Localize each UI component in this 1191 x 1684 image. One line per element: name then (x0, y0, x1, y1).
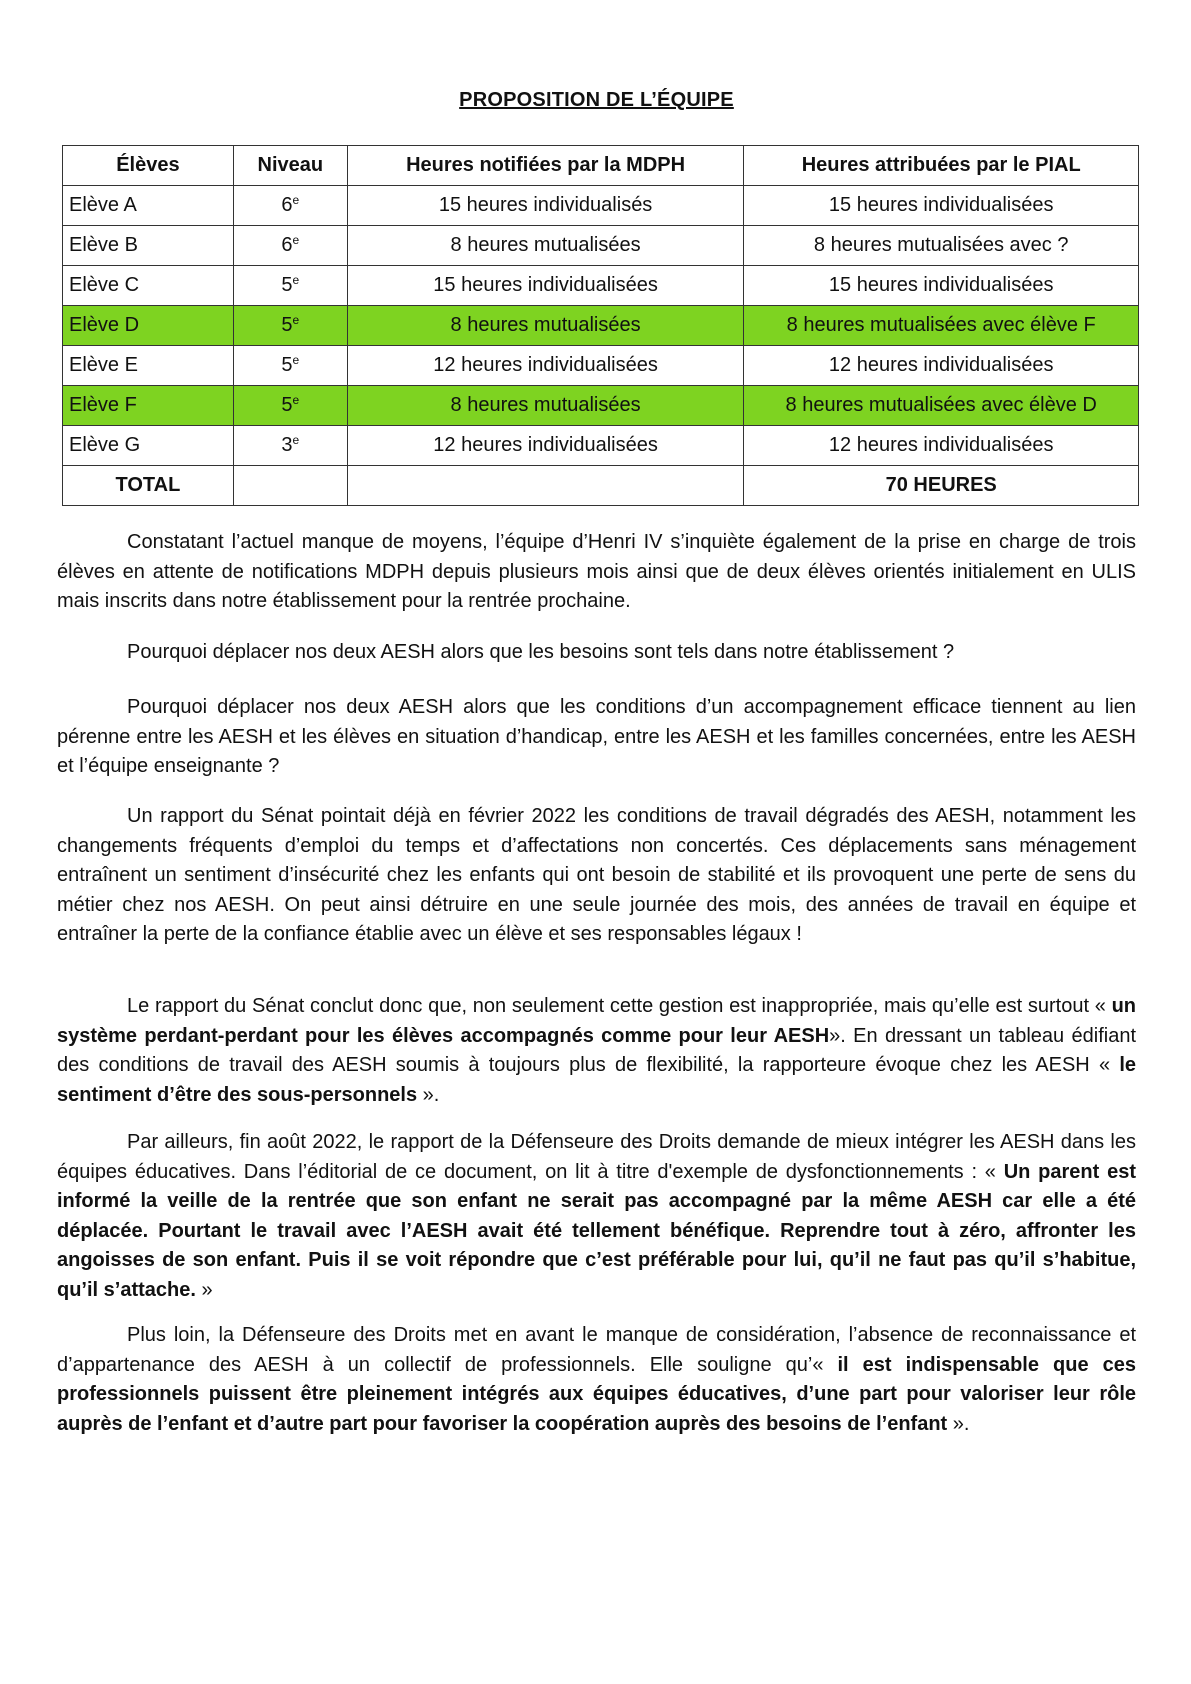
cell-pial: 8 heures mutualisées avec élève D (744, 386, 1139, 426)
bold-quote: un système perdant-perdant pour les élèves accompagnés comme pour leur AESH (57, 995, 1136, 1047)
cell-eleve: Elève B (63, 226, 234, 266)
paragraph-1: Constatant l’actuel manque de moyens, l’équipe d’Henri IV s’inquiète également de la prise en charge de trois élèves en attente de notifications MDPH depuis plusieurs mois ainsi que de deux élèves orientés initialement en ULIS mais inscrits dans notre établissement pour la rentrée prochaine. (57, 531, 1136, 612)
table-header-row (63, 146, 1139, 186)
cell-niveau: 5e (233, 266, 347, 306)
total-label: TOTAL (63, 466, 234, 506)
cell-niveau: 5e (233, 306, 347, 346)
header-niveau: Niveau (233, 146, 347, 186)
header-pial: Heures attribuées par le PIAL (744, 146, 1139, 186)
cell-mdph: 12 heures individualisées (347, 346, 744, 386)
paragraph-5: Le rapport du Sénat conclut donc que, non seulement cette gestion est inappropriée, mais qu’elle est surtout « un système perdant-perdant pour les élèves accompagnés comme pour leur AESH». En dressant un tableau édifiant des conditions de travail des AESH soumis à toujours plus de flexibilité, la rapporteure évoque chez les AESH « le sentiment d’être des sous-personnels ». (57, 995, 1136, 1106)
header-eleves: Élèves (63, 146, 234, 186)
cell-mdph: 15 heures individualisés (347, 186, 744, 226)
bold-quote: le sentiment d’être des sous-personnels (57, 1054, 1136, 1106)
cell-mdph: 12 heures individualisées (347, 426, 744, 466)
cell-eleve: Elève C (63, 266, 234, 306)
table-row (63, 426, 1139, 466)
cell-mdph: 8 heures mutualisées (347, 386, 744, 426)
cell-eleve: Elève D (63, 306, 234, 346)
paragraph-6: Par ailleurs, fin août 2022, le rapport de la Défenseure des Droits demande de mieux intégrer les AESH dans les équipes éducatives. Dans l’éditorial de ce document, on lit à titre d'exemple de dysfonctionnements : « Un parent est informé la veille de la rentrée que son enfant ne serait pas accompagné par la même AESH car elle a été déplacée. Pourtant le travail avec l’AESH avait été tellement bénéfique. Reprendre tout à zéro, affronter les angoisses de son enfant. Puis il se voit répondre que c’est préférable pour lui, qu’il ne faut pas qu’il s’habitue, qu’il s’attache. » (57, 1131, 1136, 1301)
total-empty-cell (347, 466, 744, 506)
cell-niveau: 6e (233, 226, 347, 266)
table-row (63, 186, 1139, 226)
table-row-highlighted (63, 306, 1139, 346)
bold-quote: Un parent est informé la veille de la rentrée que son enfant ne serait pas accompagné par la même AESH car elle a été déplacée. Pourtant le travail avec l’AESH avait été tellement bénéfique. Reprendre tout à zéro, affronter les angoisses de son enfant. Puis il se voit répondre que c’est préférable pour lui, qu’il ne faut pas qu’il s’habitue, qu’il s’attache. (57, 1160, 1136, 1301)
cell-niveau: 3e (233, 426, 347, 466)
allocation-table (62, 145, 1139, 506)
cell-niveau: 6e (233, 186, 347, 226)
paragraph-4: Un rapport du Sénat pointait déjà en février 2022 les conditions de travail dégradés des AESH, notamment les changements fréquents d’emploi du temps et d’affectations non concertés. Ces déplacements sans ménagement entraînent un sentiment d’insécurité chez les enfants qui ont besoin de stabilité et ils provoquent une perte de sens du métier chez nos AESH. On peut ainsi détruire en une seule journée des mois, des années de travail en équipe et entraîner la perte de la confiance établie avec un élève et ses responsables légaux ! (57, 805, 1136, 945)
total-value: 70 HEURES (744, 466, 1139, 506)
table-row (63, 346, 1139, 386)
page-title: PROPOSITION DE L’ÉQUIPE (459, 89, 734, 111)
header-mdph: Heures notifiées par la MDPH (347, 146, 744, 186)
paragraph-3: Pourquoi déplacer nos deux AESH alors que les conditions d’un accompagnement efficace tiennent au lien pérenne entre les AESH et les élèves en situation d’handicap, entre les AESH et les familles concernées, entre les AESH et l’équipe enseignante ? (57, 696, 1136, 777)
cell-niveau: 5e (233, 386, 347, 426)
table-row (63, 226, 1139, 266)
cell-pial: 8 heures mutualisées avec élève F (744, 306, 1139, 346)
cell-pial: 15 heures individualisées (744, 266, 1139, 306)
cell-pial: 8 heures mutualisées avec ? (744, 226, 1139, 266)
total-empty-cell (233, 466, 347, 506)
cell-pial: 15 heures individualisées (744, 186, 1139, 226)
paragraph-2: Pourquoi déplacer nos deux AESH alors que les besoins sont tels dans notre établissement ? (127, 641, 955, 663)
cell-mdph: 8 heures mutualisées (347, 226, 744, 266)
cell-pial: 12 heures individualisées (744, 426, 1139, 466)
cell-mdph: 8 heures mutualisées (347, 306, 744, 346)
cell-eleve: Elève F (63, 386, 234, 426)
cell-pial: 12 heures individualisées (744, 346, 1139, 386)
cell-mdph: 15 heures individualisées (347, 266, 744, 306)
table-total-row (63, 466, 1139, 506)
cell-niveau: 5e (233, 346, 347, 386)
cell-eleve: Elève A (63, 186, 234, 226)
bold-quote: il est indispensable que ces professionnels puissent être pleinement intégrés aux équipes éducatives, d’une part pour valoriser leur rôle auprès de l’enfant et d’autre part pour favoriser la coopération auprès des besoins de l’enfant (57, 1353, 1136, 1435)
cell-eleve: Elève E (63, 346, 234, 386)
paragraph-7: Plus loin, la Défenseure des Droits met en avant le manque de considération, l’absence de reconnaissance et d’appartenance des AESH à un collectif de professionnels. Elle souligne qu’« il est indispensable que ces professionnels puissent être pleinement intégrés aux équipes éducatives, d’une part pour valoriser leur rôle auprès de l’enfant et d’autre part pour favoriser la coopération auprès des besoins de l’enfant ». (57, 1324, 1136, 1435)
table-row (63, 266, 1139, 306)
table-row-highlighted (63, 386, 1139, 426)
cell-eleve: Elève G (63, 426, 234, 466)
